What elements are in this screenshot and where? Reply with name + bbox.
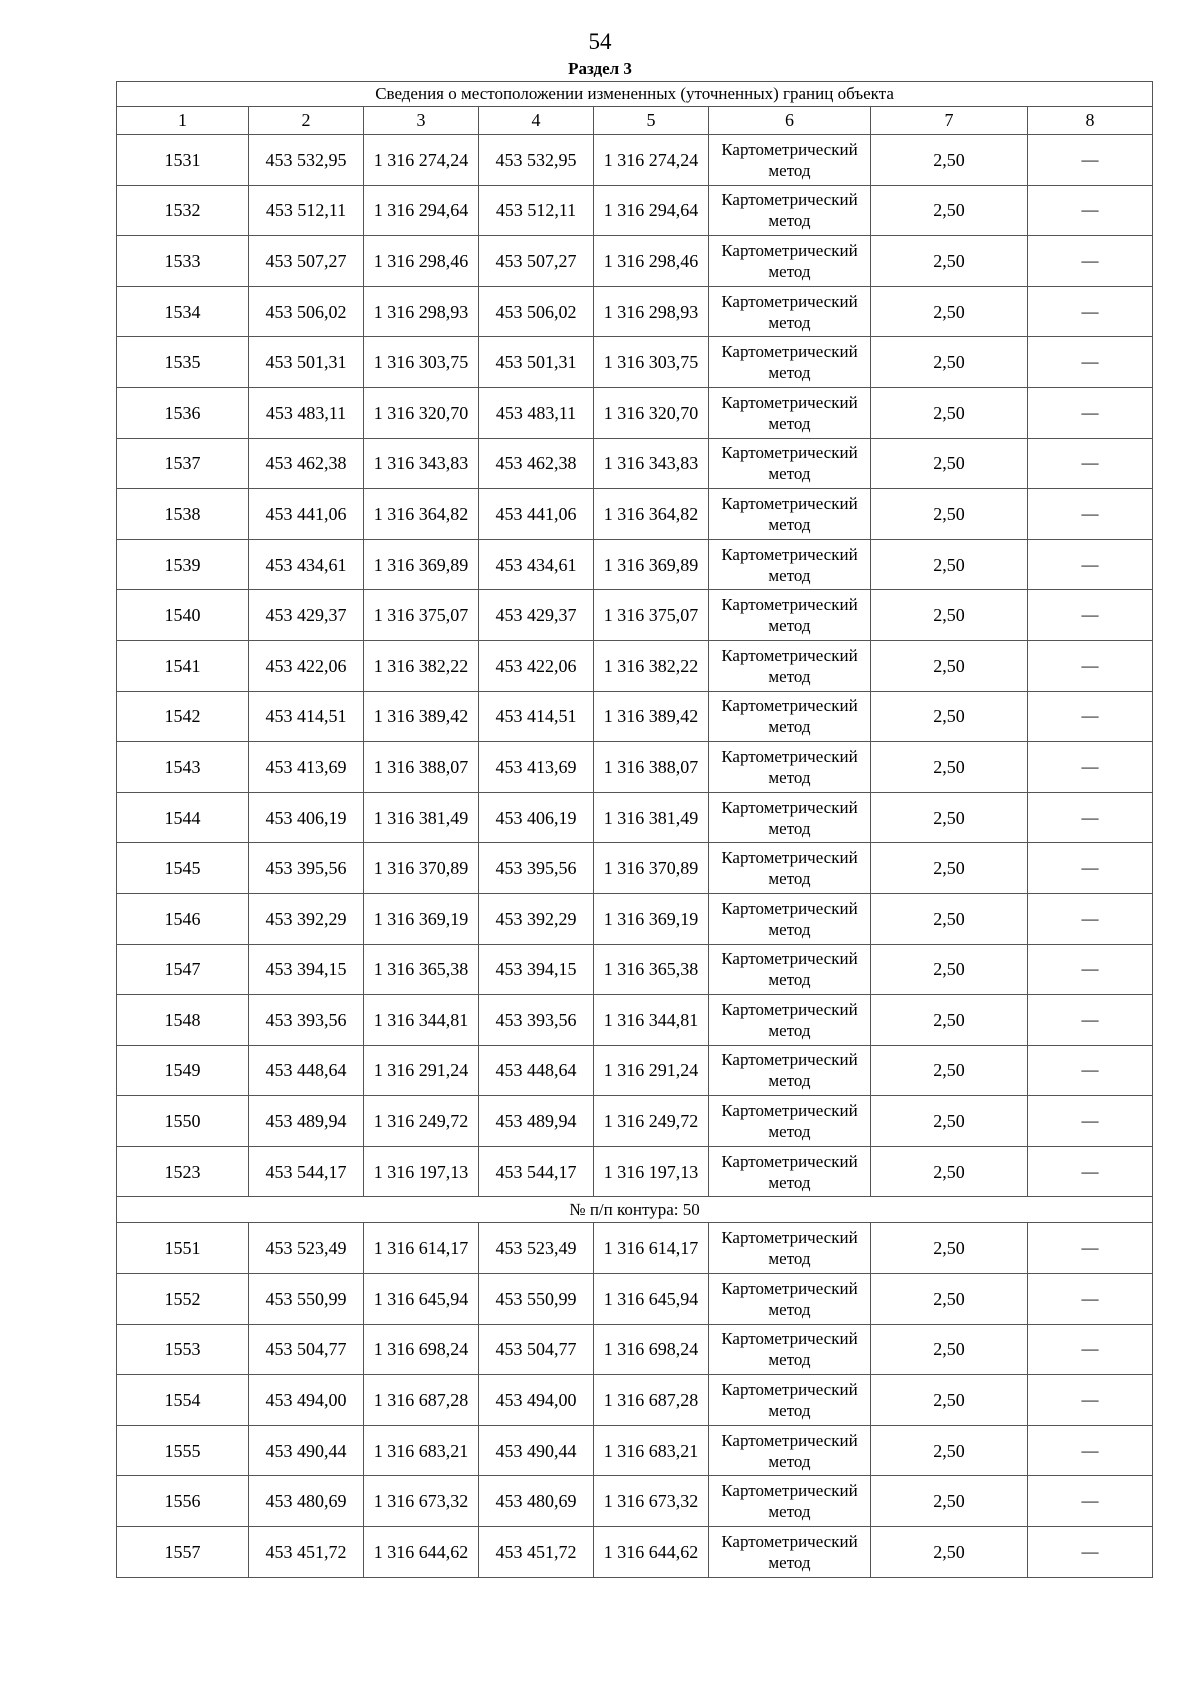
y-new-cell: 1 316 370,89 — [594, 843, 709, 894]
point-number-cell: 1543 — [117, 742, 249, 793]
x-coordinate-cell: 453 532,95 — [249, 135, 364, 186]
y-new-cell: 1 316 698,24 — [594, 1324, 709, 1375]
table-row — [117, 1146, 1153, 1197]
x-new-cell: 453 507,27 — [479, 236, 594, 287]
note-cell: — — [1028, 893, 1153, 944]
x-coordinate-cell: 453 413,69 — [249, 742, 364, 793]
x-new-cell: 453 429,37 — [479, 590, 594, 641]
method-cell: Картометрический метод — [709, 135, 871, 186]
point-number-cell: 1532 — [117, 185, 249, 236]
y-new-cell: 1 316 320,70 — [594, 387, 709, 438]
column-header: 7 — [871, 107, 1028, 135]
point-number-cell: 1531 — [117, 135, 249, 186]
note-cell: — — [1028, 286, 1153, 337]
x-new-cell: 453 506,02 — [479, 286, 594, 337]
point-number-cell: 1538 — [117, 489, 249, 540]
accuracy-cell: 2,50 — [871, 1045, 1028, 1096]
y-coordinate-cell: 1 316 343,83 — [364, 438, 479, 489]
y-new-cell: 1 316 298,93 — [594, 286, 709, 337]
method-cell: Картометрический метод — [709, 438, 871, 489]
x-coordinate-cell: 453 501,31 — [249, 337, 364, 388]
y-coordinate-cell: 1 316 687,28 — [364, 1375, 479, 1426]
x-new-cell: 453 395,56 — [479, 843, 594, 894]
note-cell: — — [1028, 236, 1153, 287]
method-cell: Картометрический метод — [709, 640, 871, 691]
x-new-cell: 453 451,72 — [479, 1527, 594, 1578]
x-coordinate-cell: 453 504,77 — [249, 1324, 364, 1375]
table-row — [117, 792, 1153, 843]
x-coordinate-cell: 453 394,15 — [249, 944, 364, 995]
y-coordinate-cell: 1 316 698,24 — [364, 1324, 479, 1375]
x-new-cell: 453 501,31 — [479, 337, 594, 388]
method-cell: Картометрический метод — [709, 1527, 871, 1578]
contour-label: № п/п контура: 50 — [117, 1197, 1153, 1223]
note-cell: — — [1028, 1274, 1153, 1325]
accuracy-cell: 2,50 — [871, 236, 1028, 287]
y-coordinate-cell: 1 316 370,89 — [364, 843, 479, 894]
y-coordinate-cell: 1 316 644,62 — [364, 1527, 479, 1578]
table-row — [117, 843, 1153, 894]
point-number-cell: 1554 — [117, 1375, 249, 1426]
y-new-cell: 1 316 364,82 — [594, 489, 709, 540]
point-number-cell: 1533 — [117, 236, 249, 287]
point-number-cell: 1537 — [117, 438, 249, 489]
x-new-cell: 453 434,61 — [479, 539, 594, 590]
point-number-cell: 1555 — [117, 1425, 249, 1476]
note-cell: — — [1028, 691, 1153, 742]
y-new-cell: 1 316 388,07 — [594, 742, 709, 793]
y-coordinate-cell: 1 316 291,24 — [364, 1045, 479, 1096]
method-cell: Картометрический метод — [709, 337, 871, 388]
point-number-cell: 1523 — [117, 1146, 249, 1197]
x-coordinate-cell: 453 506,02 — [249, 286, 364, 337]
x-coordinate-cell: 453 392,29 — [249, 893, 364, 944]
accuracy-cell: 2,50 — [871, 1324, 1028, 1375]
x-new-cell: 453 414,51 — [479, 691, 594, 742]
table-row — [117, 893, 1153, 944]
accuracy-cell: 2,50 — [871, 1527, 1028, 1578]
contour-row — [117, 1197, 1153, 1223]
method-cell: Картометрический метод — [709, 843, 871, 894]
method-cell: Картометрический метод — [709, 1146, 871, 1197]
point-number-cell: 1534 — [117, 286, 249, 337]
accuracy-cell: 2,50 — [871, 1425, 1028, 1476]
note-cell: — — [1028, 1223, 1153, 1274]
y-new-cell: 1 316 294,64 — [594, 185, 709, 236]
point-number-cell: 1553 — [117, 1324, 249, 1375]
x-new-cell: 453 422,06 — [479, 640, 594, 691]
method-cell: Картометрический метод — [709, 1223, 871, 1274]
point-number-cell: 1548 — [117, 995, 249, 1046]
x-new-cell: 453 523,49 — [479, 1223, 594, 1274]
accuracy-cell: 2,50 — [871, 742, 1028, 793]
y-new-cell: 1 316 343,83 — [594, 438, 709, 489]
accuracy-cell: 2,50 — [871, 489, 1028, 540]
point-number-cell: 1542 — [117, 691, 249, 742]
y-coordinate-cell: 1 316 673,32 — [364, 1476, 479, 1527]
x-coordinate-cell: 453 523,49 — [249, 1223, 364, 1274]
column-header: 4 — [479, 107, 594, 135]
note-cell: — — [1028, 135, 1153, 186]
table-body-before — [117, 135, 1153, 1197]
column-header-row — [117, 107, 1153, 135]
x-new-cell: 453 393,56 — [479, 995, 594, 1046]
table-row — [117, 590, 1153, 641]
table-row — [117, 1425, 1153, 1476]
y-coordinate-cell: 1 316 274,24 — [364, 135, 479, 186]
method-cell: Картометрический метод — [709, 1324, 871, 1375]
x-coordinate-cell: 453 429,37 — [249, 590, 364, 641]
y-new-cell: 1 316 369,19 — [594, 893, 709, 944]
y-new-cell: 1 316 382,22 — [594, 640, 709, 691]
x-coordinate-cell: 453 395,56 — [249, 843, 364, 894]
y-coordinate-cell: 1 316 294,64 — [364, 185, 479, 236]
method-cell: Картометрический метод — [709, 286, 871, 337]
point-number-cell: 1539 — [117, 539, 249, 590]
x-new-cell: 453 392,29 — [479, 893, 594, 944]
table-row — [117, 742, 1153, 793]
column-header: 1 — [117, 107, 249, 135]
y-coordinate-cell: 1 316 375,07 — [364, 590, 479, 641]
method-cell: Картометрический метод — [709, 995, 871, 1046]
column-header: 6 — [709, 107, 871, 135]
y-new-cell: 1 316 197,13 — [594, 1146, 709, 1197]
y-new-cell: 1 316 687,28 — [594, 1375, 709, 1426]
boundary-table — [116, 81, 1153, 1578]
point-number-cell: 1556 — [117, 1476, 249, 1527]
table-row — [117, 387, 1153, 438]
accuracy-cell: 2,50 — [871, 1476, 1028, 1527]
table-row — [117, 1223, 1153, 1274]
method-cell: Картометрический метод — [709, 185, 871, 236]
y-coordinate-cell: 1 316 381,49 — [364, 792, 479, 843]
x-coordinate-cell: 453 448,64 — [249, 1045, 364, 1096]
note-cell: — — [1028, 742, 1153, 793]
y-new-cell: 1 316 303,75 — [594, 337, 709, 388]
table-row — [117, 944, 1153, 995]
column-header: 8 — [1028, 107, 1153, 135]
y-coordinate-cell: 1 316 614,17 — [364, 1223, 479, 1274]
x-new-cell: 453 489,94 — [479, 1096, 594, 1147]
note-cell: — — [1028, 792, 1153, 843]
y-new-cell: 1 316 381,49 — [594, 792, 709, 843]
y-new-cell: 1 316 389,42 — [594, 691, 709, 742]
table-row — [117, 995, 1153, 1046]
method-cell: Картометрический метод — [709, 1045, 871, 1096]
y-coordinate-cell: 1 316 298,46 — [364, 236, 479, 287]
x-new-cell: 453 413,69 — [479, 742, 594, 793]
table-row — [117, 1324, 1153, 1375]
y-new-cell: 1 316 291,24 — [594, 1045, 709, 1096]
note-cell: — — [1028, 590, 1153, 641]
method-cell: Картометрический метод — [709, 944, 871, 995]
accuracy-cell: 2,50 — [871, 337, 1028, 388]
y-coordinate-cell: 1 316 369,19 — [364, 893, 479, 944]
x-coordinate-cell: 453 544,17 — [249, 1146, 364, 1197]
point-number-cell: 1549 — [117, 1045, 249, 1096]
table-row — [117, 1476, 1153, 1527]
accuracy-cell: 2,50 — [871, 387, 1028, 438]
y-new-cell: 1 316 673,32 — [594, 1476, 709, 1527]
accuracy-cell: 2,50 — [871, 944, 1028, 995]
method-cell: Картометрический метод — [709, 387, 871, 438]
accuracy-cell: 2,50 — [871, 1146, 1028, 1197]
point-number-cell: 1545 — [117, 843, 249, 894]
table-row — [117, 1096, 1153, 1147]
point-number-cell: 1546 — [117, 893, 249, 944]
x-new-cell: 453 532,95 — [479, 135, 594, 186]
method-cell: Картометрический метод — [709, 893, 871, 944]
method-cell: Картометрический метод — [709, 691, 871, 742]
accuracy-cell: 2,50 — [871, 843, 1028, 894]
x-new-cell: 453 494,00 — [479, 1375, 594, 1426]
table-row — [117, 1045, 1153, 1096]
y-coordinate-cell: 1 316 344,81 — [364, 995, 479, 1046]
y-new-cell: 1 316 683,21 — [594, 1425, 709, 1476]
method-cell: Картометрический метод — [709, 539, 871, 590]
column-header: 2 — [249, 107, 364, 135]
table-row — [117, 438, 1153, 489]
x-coordinate-cell: 453 550,99 — [249, 1274, 364, 1325]
method-cell: Картометрический метод — [709, 1375, 871, 1426]
x-coordinate-cell: 453 451,72 — [249, 1527, 364, 1578]
x-coordinate-cell: 453 489,94 — [249, 1096, 364, 1147]
method-cell: Картометрический метод — [709, 1476, 871, 1527]
x-coordinate-cell: 453 434,61 — [249, 539, 364, 590]
note-cell: — — [1028, 1045, 1153, 1096]
table-row — [117, 286, 1153, 337]
point-number-cell: 1536 — [117, 387, 249, 438]
x-new-cell: 453 483,11 — [479, 387, 594, 438]
x-coordinate-cell: 453 480,69 — [249, 1476, 364, 1527]
table-row — [117, 236, 1153, 287]
x-new-cell: 453 441,06 — [479, 489, 594, 540]
y-coordinate-cell: 1 316 388,07 — [364, 742, 479, 793]
x-coordinate-cell: 453 490,44 — [249, 1425, 364, 1476]
table-row — [117, 489, 1153, 540]
y-new-cell: 1 316 375,07 — [594, 590, 709, 641]
table-row — [117, 691, 1153, 742]
y-new-cell: 1 316 344,81 — [594, 995, 709, 1046]
point-number-cell: 1547 — [117, 944, 249, 995]
method-cell: Картометрический метод — [709, 236, 871, 287]
x-coordinate-cell: 453 462,38 — [249, 438, 364, 489]
note-cell: — — [1028, 1146, 1153, 1197]
y-coordinate-cell: 1 316 365,38 — [364, 944, 479, 995]
point-number-cell: 1552 — [117, 1274, 249, 1325]
y-coordinate-cell: 1 316 364,82 — [364, 489, 479, 540]
note-cell: — — [1028, 843, 1153, 894]
table-row — [117, 135, 1153, 186]
note-cell: — — [1028, 539, 1153, 590]
y-new-cell: 1 316 365,38 — [594, 944, 709, 995]
accuracy-cell: 2,50 — [871, 438, 1028, 489]
y-coordinate-cell: 1 316 645,94 — [364, 1274, 479, 1325]
note-cell: — — [1028, 1096, 1153, 1147]
x-coordinate-cell: 453 512,11 — [249, 185, 364, 236]
method-cell: Картометрический метод — [709, 742, 871, 793]
note-cell: — — [1028, 944, 1153, 995]
note-cell: — — [1028, 1527, 1153, 1578]
x-new-cell: 453 480,69 — [479, 1476, 594, 1527]
note-cell: — — [1028, 995, 1153, 1046]
section-title: Раздел 3 — [568, 59, 632, 78]
table-row — [117, 1274, 1153, 1325]
accuracy-cell: 2,50 — [871, 893, 1028, 944]
point-number-cell: 1551 — [117, 1223, 249, 1274]
accuracy-cell: 2,50 — [871, 1096, 1028, 1147]
table-row — [117, 1527, 1153, 1578]
method-cell: Картометрический метод — [709, 1096, 871, 1147]
method-cell: Картометрический метод — [709, 489, 871, 540]
y-coordinate-cell: 1 316 197,13 — [364, 1146, 479, 1197]
table-body-after — [117, 1223, 1153, 1577]
method-cell: Картометрический метод — [709, 590, 871, 641]
point-number-cell: 1557 — [117, 1527, 249, 1578]
note-cell: — — [1028, 1476, 1153, 1527]
table-row — [117, 337, 1153, 388]
accuracy-cell: 2,50 — [871, 1223, 1028, 1274]
accuracy-cell: 2,50 — [871, 691, 1028, 742]
note-cell: — — [1028, 489, 1153, 540]
x-new-cell: 453 448,64 — [479, 1045, 594, 1096]
y-coordinate-cell: 1 316 298,93 — [364, 286, 479, 337]
note-cell: — — [1028, 337, 1153, 388]
point-number-cell: 1550 — [117, 1096, 249, 1147]
accuracy-cell: 2,50 — [871, 640, 1028, 691]
y-new-cell: 1 316 645,94 — [594, 1274, 709, 1325]
y-coordinate-cell: 1 316 369,89 — [364, 539, 479, 590]
y-coordinate-cell: 1 316 320,70 — [364, 387, 479, 438]
y-coordinate-cell: 1 316 389,42 — [364, 691, 479, 742]
y-coordinate-cell: 1 316 683,21 — [364, 1425, 479, 1476]
x-coordinate-cell: 453 494,00 — [249, 1375, 364, 1426]
accuracy-cell: 2,50 — [871, 185, 1028, 236]
note-cell: — — [1028, 185, 1153, 236]
y-new-cell: 1 316 614,17 — [594, 1223, 709, 1274]
y-new-cell: 1 316 644,62 — [594, 1527, 709, 1578]
y-new-cell: 1 316 249,72 — [594, 1096, 709, 1147]
table-row — [117, 539, 1153, 590]
y-new-cell: 1 316 274,24 — [594, 135, 709, 186]
y-coordinate-cell: 1 316 249,72 — [364, 1096, 479, 1147]
note-cell: — — [1028, 640, 1153, 691]
accuracy-cell: 2,50 — [871, 1274, 1028, 1325]
x-coordinate-cell: 453 414,51 — [249, 691, 364, 742]
note-cell: — — [1028, 1425, 1153, 1476]
x-coordinate-cell: 453 483,11 — [249, 387, 364, 438]
note-cell: — — [1028, 1324, 1153, 1375]
method-cell: Картометрический метод — [709, 792, 871, 843]
table-row — [117, 640, 1153, 691]
x-coordinate-cell: 453 406,19 — [249, 792, 364, 843]
x-new-cell: 453 394,15 — [479, 944, 594, 995]
accuracy-cell: 2,50 — [871, 539, 1028, 590]
note-cell: — — [1028, 1375, 1153, 1426]
page-number: 54 — [588, 29, 612, 54]
accuracy-cell: 2,50 — [871, 995, 1028, 1046]
point-number-cell: 1541 — [117, 640, 249, 691]
x-new-cell: 453 504,77 — [479, 1324, 594, 1375]
column-header: 3 — [364, 107, 479, 135]
x-new-cell: 453 490,44 — [479, 1425, 594, 1476]
x-new-cell: 453 406,19 — [479, 792, 594, 843]
method-cell: Картометрический метод — [709, 1274, 871, 1325]
x-new-cell: 453 462,38 — [479, 438, 594, 489]
point-number-cell: 1544 — [117, 792, 249, 843]
table-title: Сведения о местоположении измененных (уточненных) границ объекта — [117, 82, 1153, 107]
method-cell: Картометрический метод — [709, 1425, 871, 1476]
x-new-cell: 453 550,99 — [479, 1274, 594, 1325]
x-coordinate-cell: 453 441,06 — [249, 489, 364, 540]
x-coordinate-cell: 453 507,27 — [249, 236, 364, 287]
table-row — [117, 185, 1153, 236]
point-number-cell: 1540 — [117, 590, 249, 641]
accuracy-cell: 2,50 — [871, 1375, 1028, 1426]
accuracy-cell: 2,50 — [871, 590, 1028, 641]
x-coordinate-cell: 453 422,06 — [249, 640, 364, 691]
x-new-cell: 453 544,17 — [479, 1146, 594, 1197]
y-coordinate-cell: 1 316 303,75 — [364, 337, 479, 388]
note-cell: — — [1028, 387, 1153, 438]
y-new-cell: 1 316 369,89 — [594, 539, 709, 590]
table-row — [117, 1375, 1153, 1426]
x-new-cell: 453 512,11 — [479, 185, 594, 236]
y-new-cell: 1 316 298,46 — [594, 236, 709, 287]
column-header: 5 — [594, 107, 709, 135]
y-coordinate-cell: 1 316 382,22 — [364, 640, 479, 691]
accuracy-cell: 2,50 — [871, 135, 1028, 186]
accuracy-cell: 2,50 — [871, 286, 1028, 337]
point-number-cell: 1535 — [117, 337, 249, 388]
x-coordinate-cell: 453 393,56 — [249, 995, 364, 1046]
note-cell: — — [1028, 438, 1153, 489]
accuracy-cell: 2,50 — [871, 792, 1028, 843]
